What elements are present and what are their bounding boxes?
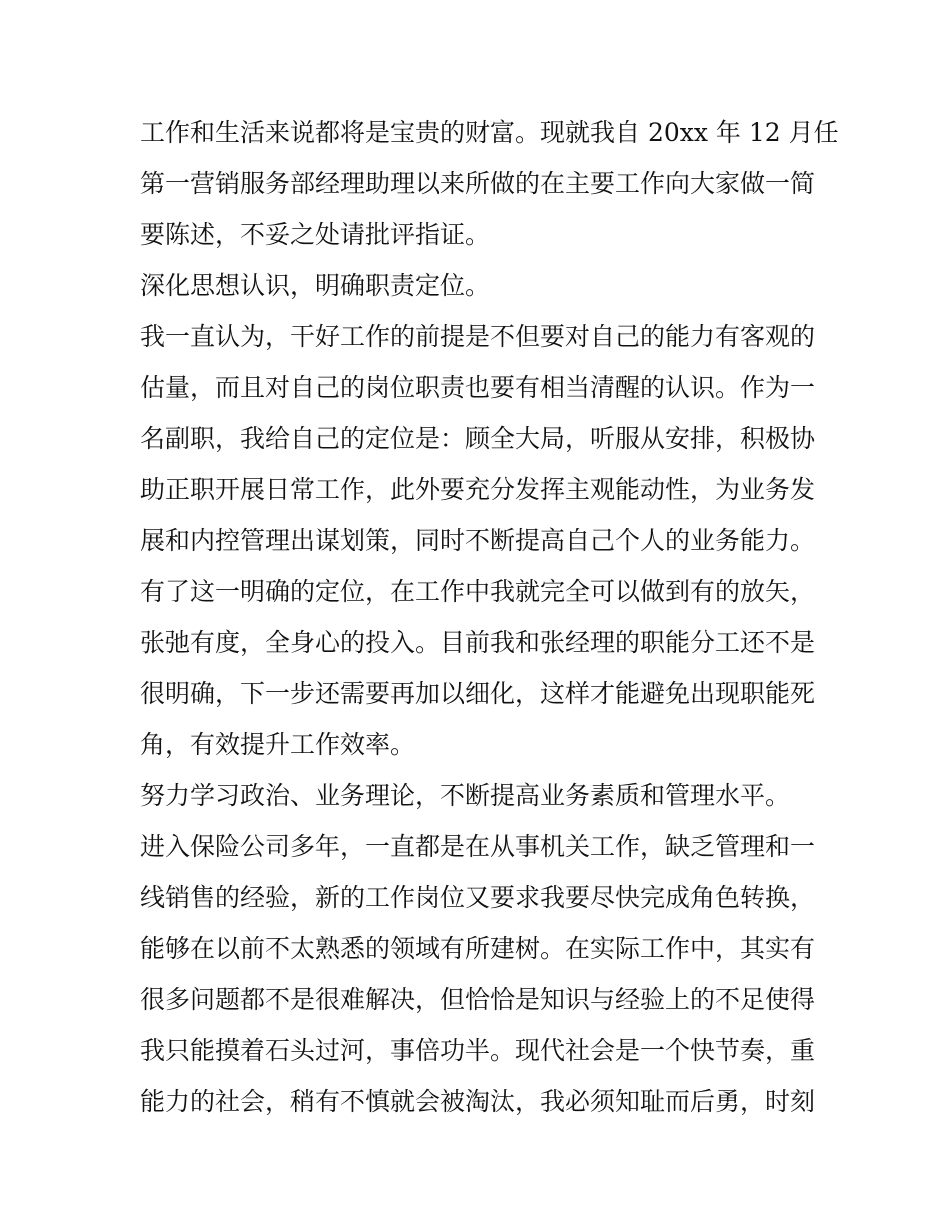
text-line: 很多问题都不是很难解决，但恰恰是知识与经验上的不足使得 — [140, 985, 816, 1014]
text-line: 展和内控管理出谋划策，同时不断提高自己个人的业务能力。 — [140, 526, 816, 555]
text-line: 第一营销服务部经理助理以来所做的在主要工作向大家做一简 — [140, 169, 816, 198]
text-line: 名副职，我给自己的定位是：顾全大局，听服从安排，积极协 — [140, 424, 816, 453]
text-line: 线销售的经验，新的工作岗位又要求我要尽快完成角色转换， — [140, 883, 816, 912]
text-line: 能够在以前不太熟悉的领域有所建树。在实际工作中，其实有 — [140, 934, 816, 963]
text-line: 要陈述，不妥之处请批评指证。 — [140, 220, 491, 249]
text-line: 有了这一明确的定位，在工作中我就完全可以做到有的放矢， — [140, 577, 816, 606]
text-line: 我一直认为，干好工作的前提是不但要对自己的能力有客观的 — [140, 322, 816, 351]
text-line: 角，有效提升工作效率。 — [140, 730, 416, 759]
text-line: 我只能摸着石头过河，事倍功半。现代社会是一个快节奏，重 — [140, 1036, 816, 1065]
text-line: 估量，而且对自己的岗位职责也要有相当清醒的认识。作为一 — [140, 373, 816, 402]
body-text — [140, 107, 839, 1127]
text-line: 进入保险公司多年，一直都是在从事机关工作，缺乏管理和一 — [140, 832, 816, 861]
text-line: 张弛有度，全身心的投入。目前我和张经理的职能分工还不是 — [140, 628, 816, 657]
section-heading: 深化思想认识，明确职责定位。 — [140, 271, 491, 300]
text-line: 能力的社会，稍有不慎就会被淘汰，我必须知耻而后勇，时刻 — [140, 1087, 816, 1116]
text-line: 工作和生活来说都将是宝贵的财富。现就我自 20xx 年 12 月任 — [140, 118, 839, 147]
text-line: 很明确，下一步还需要再加以细化，这样才能避免出现职能死 — [140, 679, 816, 708]
section-heading: 努力学习政治、业务理论，不断提高业务素质和管理水平。 — [140, 781, 791, 810]
text-line: 助正职开展日常工作，此外要充分发挥主观能动性，为业务发 — [140, 475, 816, 504]
